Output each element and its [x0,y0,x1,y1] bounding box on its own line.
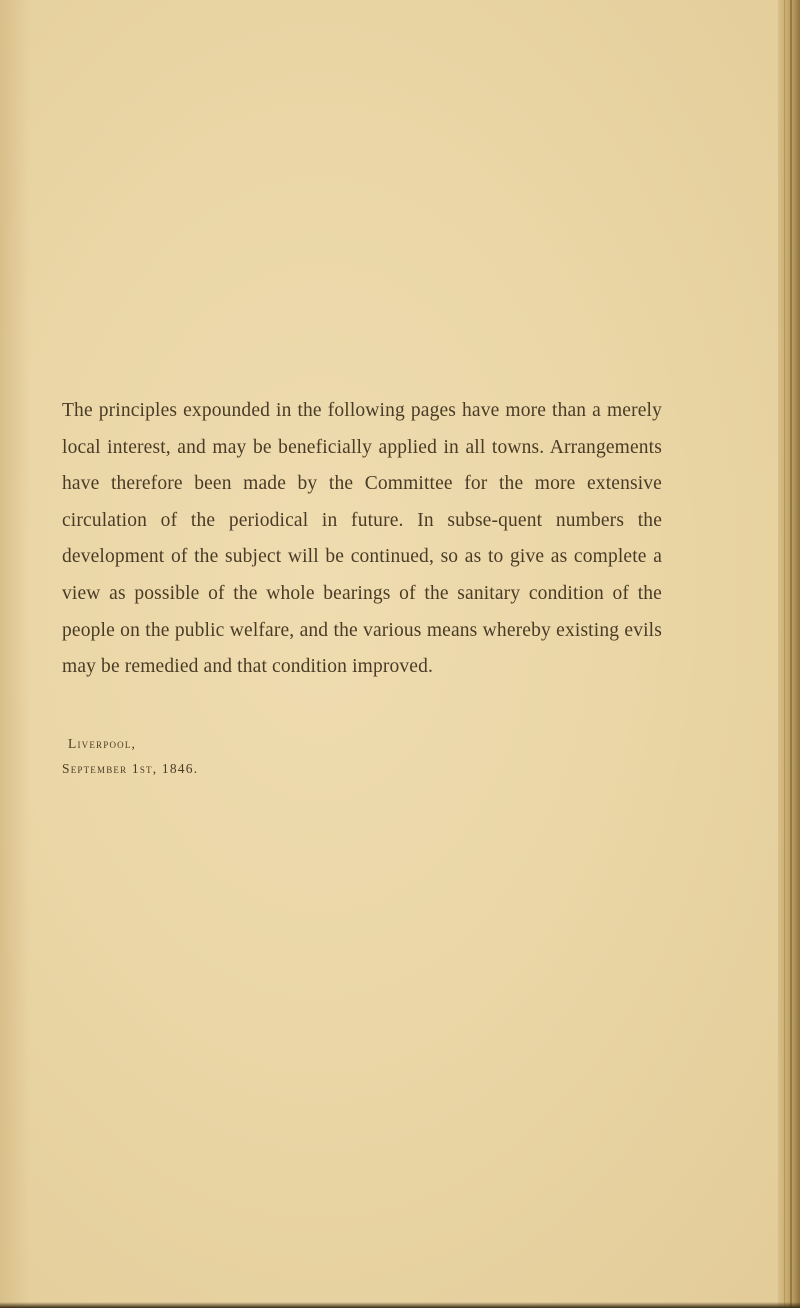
signoff [62,731,198,781]
page-binding-edge [778,0,800,1308]
signoff-date: September 1st, 1846. [62,761,199,776]
preface-text [62,393,662,686]
preface-paragraph: The principles expounded in the following pages have more than a merely local interest, and may be beneficially applied in all towns. Arrangements have therefore been made by the Committee for the more extensive circulation of the periodical in future. In subse-quent numbers the development of the subject will be continued, so as to give as complete a view as possible of the whole bearings of the sanitary condition of the people on the public welfare, and the various means whereby existing evils may be remedied and that condition improved. [62,400,662,678]
page-bottom-edge [0,1302,800,1308]
signoff-place: Liverpool, [68,736,137,751]
page-binding-line-inner [784,0,785,1308]
page-left-shadow [0,0,30,1308]
page-binding-line [790,0,792,1308]
